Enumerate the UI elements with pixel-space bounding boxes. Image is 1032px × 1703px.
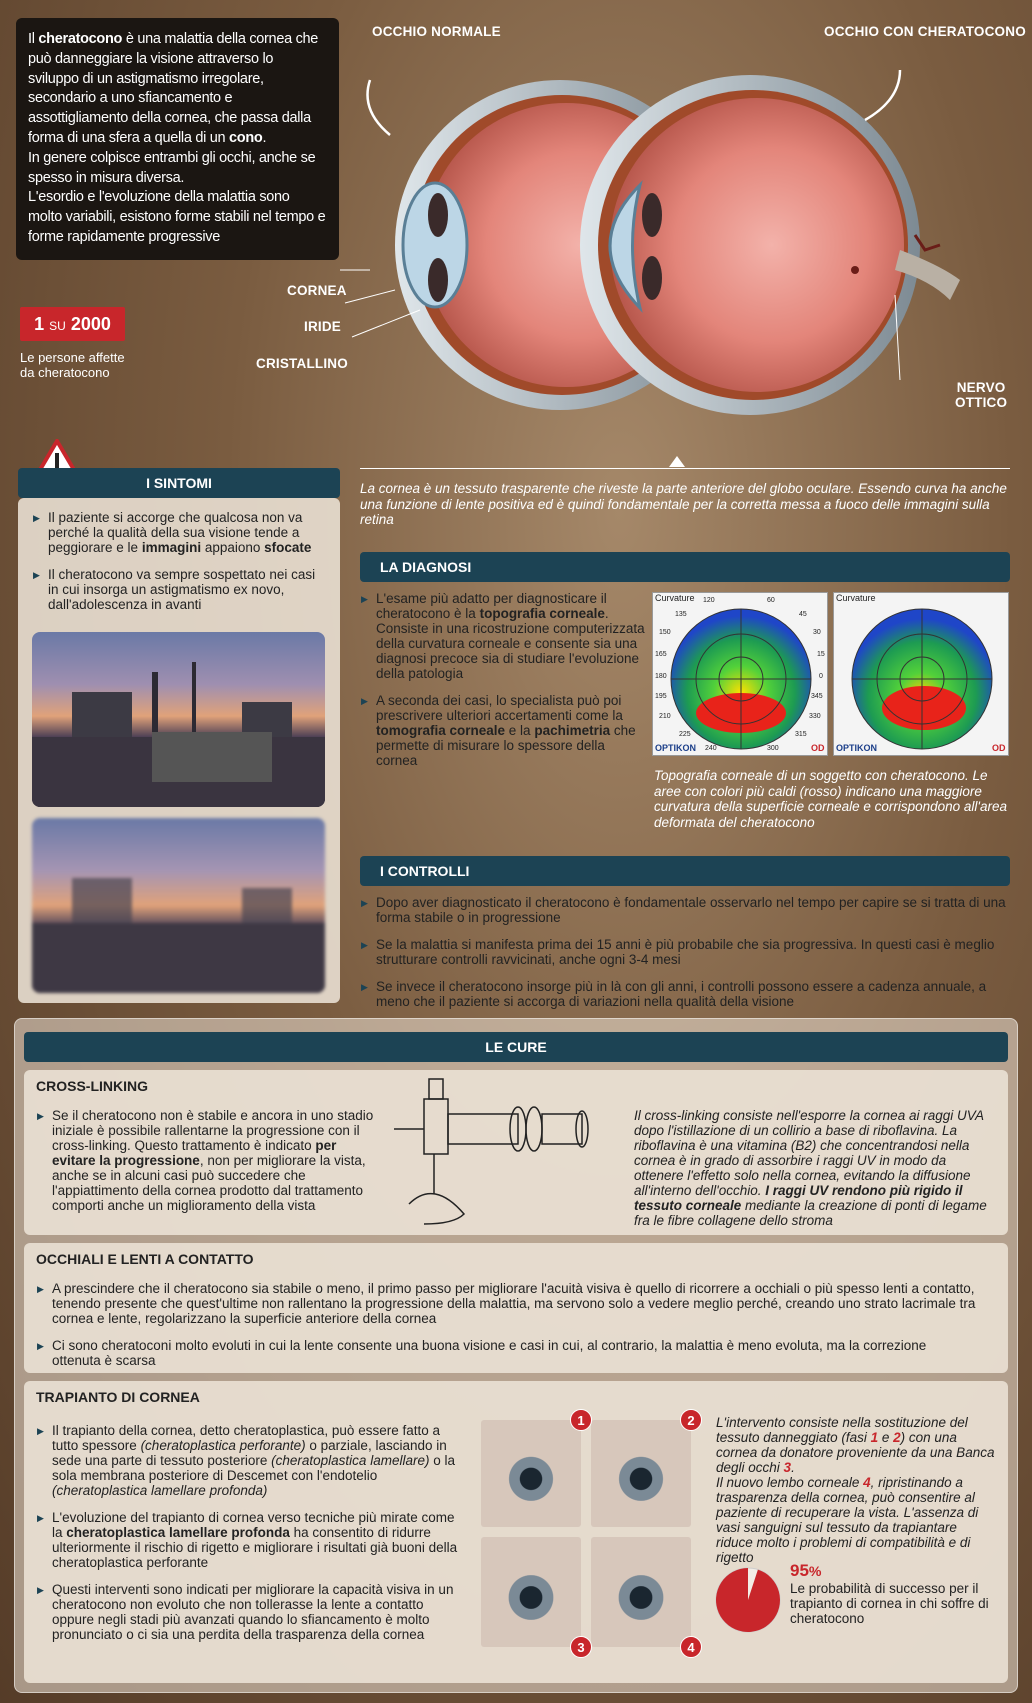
- topo-brand: OPTIKON: [836, 743, 878, 753]
- stat-num: 2000: [70, 314, 111, 334]
- diagnosi-header: LA DIAGNOSI: [360, 552, 1010, 582]
- success-caption: Le probabilità di successo per il trapianto di cornea in chi soffre di cheratocono: [790, 1581, 989, 1626]
- tick-label: 195: [655, 693, 667, 700]
- success-percent: 95%: [790, 1561, 822, 1580]
- tick-label: 315: [795, 731, 807, 738]
- tick-label: 210: [659, 713, 671, 720]
- label-cornea: CORNEA: [287, 283, 347, 298]
- occhiali-bullet: ▶ Ci sono cheratoconi molto evoluti in cui la lente consente una buona visione e casi in cui, al contrario, la malattia è meno evoluta, ma la correzione ottenuta è scarsa: [36, 1338, 976, 1368]
- keratoconus-eye: [580, 75, 940, 415]
- intro-text: L'esordio e l'evoluzione della malattia sono molto variabili, esistono forme stabili nel tempo e forme rapidamente progressive: [28, 189, 326, 245]
- trapianto-bullet: ▶ L'evoluzione del trapianto di cornea verso tecniche più mirate come la cheratoplastica lamellare profonda ha consentito di ridurre ulteriormente il rischio di rigetto e migliorare i risultati già buoni della cheratoplastica perforante: [36, 1510, 466, 1570]
- trapianto-desc: L'intervento consiste nella sostituzione del tessuto danneggiato (fasi 1 e 2) con una cornea da donatore proveniente da una Banca degli occhi 3. Il nuovo lembo corneale 4, ripristinando a trasparenza della cornea, può consentire al paziente di recuperare la vista. L'assenza di vasi sanguigni sul tessuto da trapiantare riduce molto i problemi di compatibilità e di rigetto: [716, 1415, 995, 1565]
- intro-text: In genere colpisce entrambi gli occhi, anche se spesso in misura diversa.: [28, 149, 316, 186]
- arrow-kerato-icon: [865, 70, 900, 120]
- tick-label: 225: [679, 731, 691, 738]
- success-pie-chart: [714, 1566, 782, 1634]
- surgery-photo-4: [591, 1537, 691, 1647]
- tick-label: 165: [655, 651, 667, 658]
- eye-illustration: [340, 40, 1020, 445]
- diagnosi-bullet: ▶ L'esame più adatto per diagnosticare il cheratocono è la topografia corneale. Consiste in una ricostruzione computerizzata della curvatura corneale e consente sia una diagnosi precoce sia di studiare l'evoluzione della patologia: [360, 591, 645, 681]
- surgery-photo-1: [481, 1420, 581, 1527]
- intro-text: .: [262, 129, 267, 146]
- controlli-bullet: ▶ Dopo aver diagnosticato il cheratocono è fondamentale osservarlo nel tempo per capire se si tratta di una forma stabile o in progressione: [360, 895, 1010, 925]
- controlli-list: [360, 895, 1010, 1021]
- trapianto-panel: [24, 1381, 1008, 1683]
- sintomi-panel: [18, 498, 340, 1003]
- label-kerato: OCCHIO CON CHERATOCONO: [824, 24, 1026, 39]
- trapianto-list: [36, 1423, 466, 1654]
- tick-label: 60: [767, 597, 775, 604]
- controlli-bullet: ▶ Se invece il cheratocono insorge più in là con gli anni, i controlli possono essere a cadenza annuale, a meno che il paziente si accorga di variazioni nella qualità della visione: [360, 979, 1010, 1009]
- sharp-harbor-photo: [32, 632, 325, 807]
- cure-header: LE CURE: [24, 1032, 1008, 1062]
- diagnosi-list: [360, 591, 645, 780]
- controlli-bullet: ▶ Se la malattia si manifesta prima dei 15 anni è più probabile che sia progressiva. In questi casi è meglio strutturare controlli ravvicinati, anche ogni 3-4 mesi: [360, 937, 1010, 967]
- label-iride: IRIDE: [304, 319, 342, 334]
- tick-label: 330: [809, 713, 821, 720]
- tick-label: 345: [811, 693, 823, 700]
- tick-label: 45: [799, 611, 807, 618]
- label-cristallino: CRISTALLINO: [256, 356, 348, 371]
- stat-small: SU: [49, 319, 66, 333]
- step-number: 2: [680, 1409, 702, 1431]
- eye-caption: La cornea è un tessuto trasparente che riveste la parte anteriore del globo oculare. Essendo curva ha anche una funzione di lente positiva ed è quindi fondamentale per la corretta messa a fuoco delle immagini sulla retina: [360, 481, 1007, 527]
- tick-label: 15: [817, 651, 825, 658]
- sintomi-bullet: ▶ Il cheratocono va sempre sospettato nei casi in cui insorga un astigmatismo ex novo, dall'adolescenza in avanti: [32, 567, 327, 612]
- label-normal: OCCHIO NORMALE: [372, 24, 501, 39]
- crosslinking-title: CROSS-LINKING: [36, 1078, 148, 1094]
- topo-label: Curvature: [655, 593, 695, 603]
- tick-label: 135: [675, 611, 687, 618]
- arrow-normal-icon: [368, 80, 391, 135]
- occhiali-bullet: ▶ A prescindere che il cheratocono sia stabile o meno, il primo passo per migliorare l'acuità visiva è quello di ricorrere a occhiali o più spesso lenti a contatto, tenendo presente che quest'ultime non rallentano la progressione della malattia, ma servono solo a vedere meglio perché, creando uno strato lacrimale tra cornea e lente, regolarizzano la superficie anteriore della cornea: [36, 1281, 976, 1326]
- occhiali-panel: [24, 1243, 1008, 1373]
- intro-bold: cheratocono: [38, 31, 123, 47]
- tick-label: 300: [767, 745, 779, 752]
- surgery-photo-3: [481, 1537, 581, 1647]
- crosslinking-desc: Il cross-linking consiste nell'esporre la cornea ai raggi UVA dopo l'istillazione di un collirio a base di riboflavina. La riboflavina è una vitamina (B2) che concentrandosi nella cornea è in grado di assorbire i raggi UV in modo da ottenere l'effetto solo nella cornea, evitando la diffusione all'interno dell'occhio. I raggi UV rendono più rigido il tessuto corneale mediante la creazione di ponti di legame fra le fibre collagene dello stroma: [634, 1108, 987, 1228]
- topography-map-right: [833, 592, 1009, 756]
- topography-map-left: [652, 592, 828, 756]
- trapianto-bullet: ▶ Il trapianto della cornea, detto cheratoplastica, può essere fatto a tutto spessore (cheratoplastica perforante) o parziale, lasciando in sede una parte di tessuto posteriore (cheratoplastica lamellare) o la sola membrana posteriore di Descemet con l'endotelio (cheratoplastica lamellare profonda): [36, 1423, 466, 1498]
- intro-box: [16, 18, 339, 260]
- label-nervo: NERVO OTTICO: [955, 380, 1008, 410]
- intro-bold: cono: [229, 129, 263, 146]
- tick-label: 150: [659, 629, 671, 636]
- step-number: 1: [570, 1409, 592, 1431]
- stat-big: 1: [34, 314, 45, 334]
- tick-label: 240: [705, 745, 717, 752]
- trapianto-title: TRAPIANTO DI CORNEA: [36, 1389, 200, 1405]
- tick-label: 180: [655, 673, 667, 680]
- crosslinking-bullet: ▶ Se il cheratocono non è stabile e ancora in uno stadio iniziale è possibile rallentarne la progressione con il cross-linking. Questo trattamento è indicato per evitare la progressione, non per migliorare la vista, anche se in alcuni casi può succedere che l'appiattimento della cornea prodotto dal trattamento comporti anche un miglioramento della vista: [36, 1108, 381, 1213]
- surgery-photo-2: [591, 1420, 691, 1527]
- occhiali-title: OCCHIALI E LENTI A CONTATTO: [36, 1251, 254, 1267]
- triangle-icon: [669, 456, 685, 467]
- topo-od: OD: [992, 743, 1006, 753]
- step-number: 4: [680, 1636, 702, 1658]
- controlli-header: I CONTROLLI: [360, 856, 1010, 886]
- stat-badge: [20, 307, 125, 341]
- tick-label: 0: [819, 673, 823, 680]
- intro-text: è una malattia della cornea che può danneggiare la visione attraverso lo sviluppo di un astigmatismo irregolare, secondario a uno sfiancamento e assottigliamento della cornea, che passa dalla forma di una sfera a quella di un: [28, 31, 319, 146]
- tick-label: 120: [703, 597, 715, 604]
- sintomi-header: I SINTOMI: [18, 468, 340, 498]
- crosslinking-list: [36, 1108, 381, 1225]
- stat-caption: Le persone affette da cheratocono: [20, 350, 125, 380]
- step-number: 3: [570, 1636, 592, 1658]
- topo-brand: OPTIKON: [655, 743, 697, 753]
- sintomi-bullet: ▶ Il paziente si accorge che qualcosa non va perché la qualità della sua visione tende a peggiorare e le immagini appaiono sfocate: [32, 510, 327, 555]
- blurred-harbor-photo: [32, 818, 325, 993]
- pie-slice: [716, 1568, 780, 1632]
- crosslinking-panel: [24, 1070, 1008, 1235]
- diagnosi-bullet: ▶ A seconda dei casi, lo specialista può poi prescrivere ulteriori accertamenti come la tomografia corneale e la pachimetria che permette di misurare lo spessore della cornea: [360, 693, 645, 768]
- topography-caption: Topografia corneale di un soggetto con cheratocono. Le aree con colori più caldi (rosso) indicano una maggiore curvatura della superficie corneale e corrispondono all'area deformata del cheratocono: [654, 768, 1008, 830]
- trapianto-bullet: ▶ Questi interventi sono indicati per migliorare la capacità visiva in un cheratocono non evoluto che non tollerasse la lente a contatto oppure negli stadi più avanzati quando lo sfiancamento è molto pronunciato o ci sia una perdita della trasparenza della cornea: [36, 1582, 466, 1642]
- tick-label: 30: [813, 629, 821, 636]
- topo-label: Curvature: [836, 593, 876, 603]
- occhiali-list: [36, 1281, 976, 1380]
- crosslinking-device-drawing: [394, 1074, 634, 1229]
- topo-od: OD: [811, 743, 825, 753]
- intro-text: Il: [28, 31, 39, 47]
- divider: [360, 468, 1010, 469]
